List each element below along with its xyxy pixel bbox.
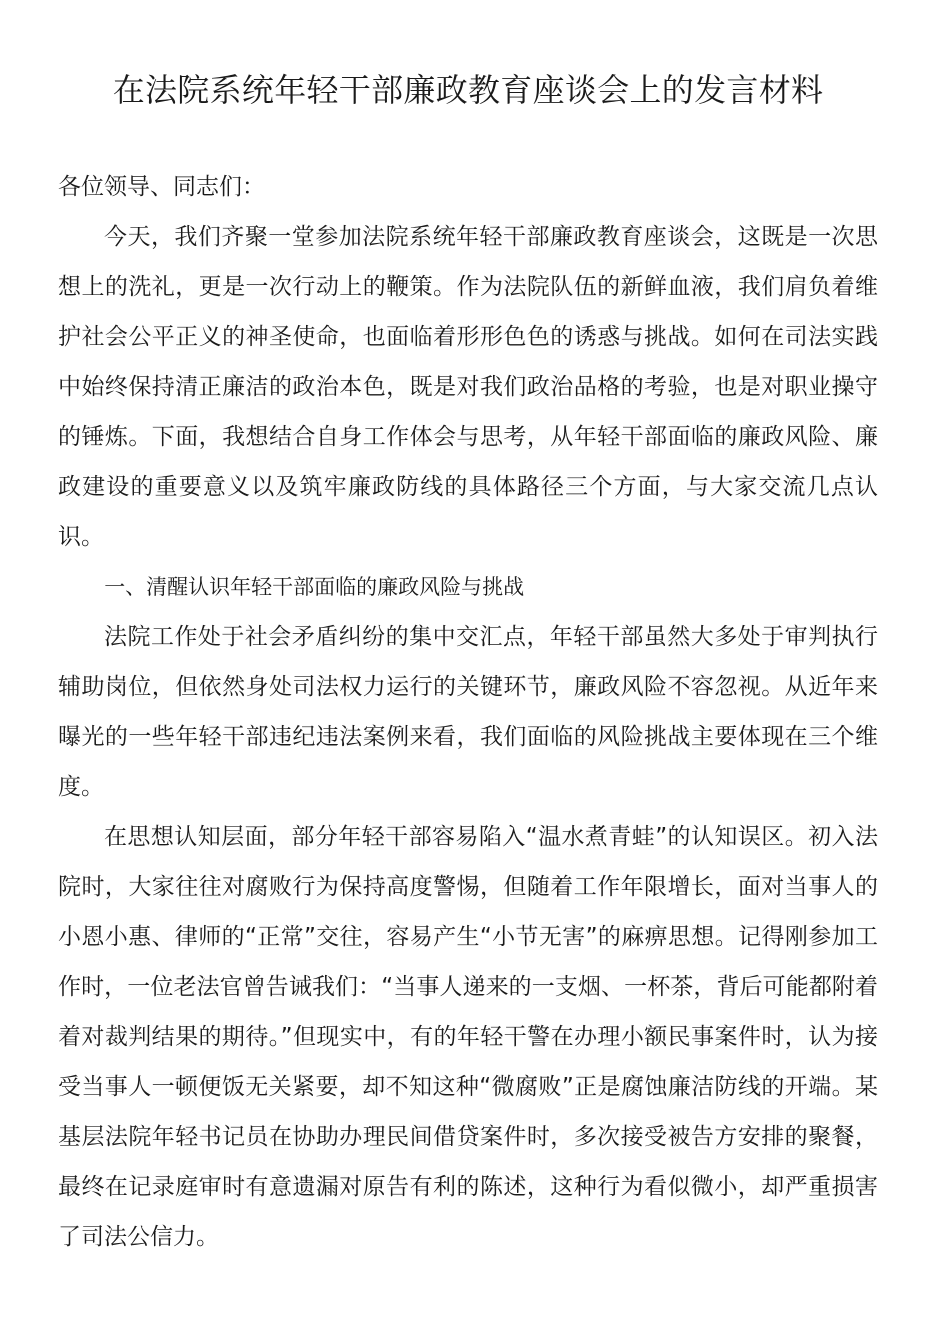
intro-paragraph: 今天，我们齐聚一堂参加法院系统年轻干部廉政教育座谈会，这既是一次思想上的洗礼，更是一次行动上的鞭策。作为法院队伍的新鲜血液，我们肩负着维护社会公平正义的神圣使命，也面临着形形色色的诱惑与挑战。如何在司法实践中始终保持清正廉洁的政治本色，既是对我们政治品格的考验，也是对职业操守的锤炼。下面，我想结合自身工作体会与思考，从年轻干部面临的廉政风险、廉政建设的重要意义以及筑牢廉政防线的具体路径三个方面，与大家交流几点认识。	[58, 224, 878, 550]
body-paragraph: 在思想认知层面，部分年轻干部容易陷入“温水煮青蛙”的认知误区。初入法院时，大家往往对腐败行为保持高度警惕，但随着工作年限增长，面对当事人的小恩小惠、律师的“正常”交往，容易产生“小节无害”的麻痹思想。记得刚参加工作时，一位老法官曾告诫我们：“当事人递来的一支烟、一杯茶，背后可能都附着着对裁判结果的期待。”但现实中，有的年轻干警在办理小额民事案件时，认为接受当事人一顿便饭无关紧要，却不知这种“微腐败”正是腐蚀廉洁防线的开端。某基层法院年轻书记员在协助办理民间借贷案件时，多次接受被告方安排的聚餐，最终在记录庭审时有意遗漏对原告有利的陈述，这种行为看似微小，却严重损害了司法公信力。	[58, 824, 878, 1250]
body-paragraph: 法院工作处于社会矛盾纠纷的集中交汇点，年轻干部虽然大多处于审判执行辅助岗位，但依然身处司法权力运行的关键环节，廉政风险不容忽视。从近年来曝光的一些年轻干部违纪违法案例来看，我们面临的风险挑战主要体现在三个维度。	[58, 624, 878, 800]
document-page	[58, 62, 878, 1262]
document-title: 在法院系统年轻干部廉政教育座谈会上的发言材料	[112, 71, 824, 109]
section-heading: 一、清醒认识年轻干部面临的廉政风险与挑战	[104, 575, 525, 599]
salutation: 各位领导、同志们：	[58, 174, 265, 200]
